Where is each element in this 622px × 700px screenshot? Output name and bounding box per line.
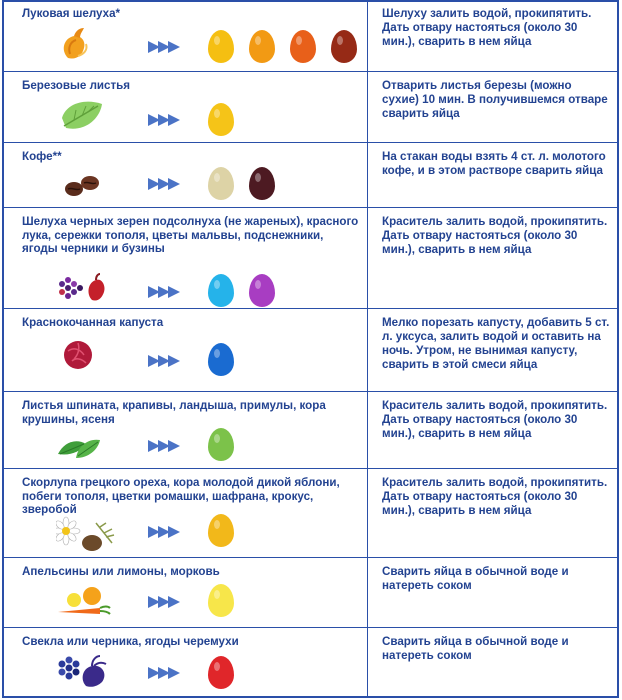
citrus-and-carrot-icon — [56, 580, 120, 620]
arrow-icon — [146, 524, 184, 540]
egg-color-swatch — [249, 274, 275, 307]
dye-method-cell: Отварить листья березы (можно сухие) 10 мин. В получившемся отваре сварить яйца — [382, 79, 608, 120]
dye-method-cell: Сварить яйца в обычной воде и натереть соком — [382, 565, 569, 592]
dye-source-title: Свекла или черника, ягоды черемухи — [22, 635, 239, 648]
egg-color-swatch — [249, 167, 275, 200]
table-row — [4, 0, 618, 72]
table-row — [4, 558, 618, 628]
table-row — [4, 628, 618, 698]
arrow-icon — [146, 594, 184, 610]
egg-color-swatch — [208, 584, 234, 617]
egg-color-swatch — [249, 30, 275, 63]
dye-source-title: Скорлупа грецкого ореха, кора молодой дикой яблони, побеги тополя, цветки ромашки, шафрана, крокус, зверобой — [22, 476, 340, 516]
table-row — [4, 72, 618, 143]
dye-source-cell — [4, 309, 368, 391]
beet-and-berries-icon — [56, 652, 120, 692]
arrow-icon — [146, 353, 184, 369]
coffee-beans-icon — [56, 163, 120, 203]
dye-source-title: Листья шпината, крапивы, ландыша, примулы, кора крушины, ясеня — [22, 399, 326, 426]
egg-color-swatch — [208, 103, 234, 136]
egg-color-swatch — [331, 30, 357, 63]
dye-table — [4, 0, 618, 698]
table-row — [4, 392, 618, 469]
red-cabbage-icon — [56, 333, 120, 373]
table-row — [4, 143, 618, 208]
egg-color-swatch — [208, 514, 234, 547]
arrow-icon — [146, 39, 184, 55]
arrow-icon — [146, 176, 184, 192]
egg-color-swatch — [208, 656, 234, 689]
green-leaves-icon — [56, 426, 120, 466]
egg-color-swatch — [208, 274, 234, 307]
egg-color-swatch — [208, 167, 234, 200]
arrow-icon — [146, 665, 184, 681]
arrow-icon — [146, 284, 184, 300]
dye-source-cell — [4, 0, 368, 71]
dye-source-cell — [4, 628, 368, 698]
dye-source-title: Краснокочанная капуста — [22, 316, 164, 329]
birch-leaf-icon — [56, 96, 120, 136]
egg-color-swatch — [208, 428, 234, 461]
dye-source-title: Шелуха черных зерен подсолнуха (не жареных), красного лука, сережки тополя, цветы мальвы, подснежники, ягоды черники и бузины — [22, 215, 359, 255]
dye-source-cell — [4, 392, 368, 468]
berries-and-onion-icon — [56, 268, 120, 308]
dye-method-cell: Краситель залить водой, прокипятить. Дать отвару настояться (около 30 мин.), сварить в нем яйца — [382, 399, 608, 440]
dye-source-cell — [4, 143, 368, 207]
table-row — [4, 469, 618, 558]
dye-source-title: Апельсины или лимоны, морковь — [22, 565, 220, 578]
dye-source-title: Кофе** — [22, 150, 62, 163]
dye-source-cell — [4, 208, 368, 308]
dye-method-cell: Сварить яйца в обычной воде и натереть соком — [382, 635, 569, 662]
table-row — [4, 309, 618, 392]
dye-source-title: Березовые листья — [22, 79, 131, 92]
egg-color-swatch — [290, 30, 316, 63]
dye-method-cell: Краситель залить водой, прокипятить. Дать отвару настояться (около 30 мин.), сварить в нем яйца — [382, 476, 608, 517]
arrow-icon — [146, 438, 184, 454]
dye-method-cell: Шелуху залить водой, прокипятить. Дать отвару настояться (около 30 мин.), сварить в нем яйца — [382, 7, 592, 48]
dye-source-cell — [4, 469, 368, 557]
egg-color-swatch — [208, 343, 234, 376]
chamomile-and-walnut-icon — [56, 513, 120, 553]
dye-method-cell: На стакан воды взять 4 ст. л. молотого кофе, и в этом растворе сварить яйца — [382, 150, 606, 177]
dye-source-cell — [4, 72, 368, 142]
dye-source-cell — [4, 558, 368, 627]
table-row — [4, 208, 618, 309]
dye-method-cell: Краситель залить водой, прокипятить. Дать отвару настояться (около 30 мин.), сварить в нем яйца — [382, 215, 608, 256]
dye-method-cell: Мелко порезать капусту, добавить 5 ст. л. уксуса, залить водой и оставить на ночь. Утром, не вынимая капусту, сварить в этой смеси яйца — [382, 316, 610, 371]
arrow-icon — [146, 112, 184, 128]
dye-source-title: Луковая шелуха* — [22, 7, 121, 20]
egg-color-swatch — [208, 30, 234, 63]
onion-peel-icon — [56, 24, 120, 64]
